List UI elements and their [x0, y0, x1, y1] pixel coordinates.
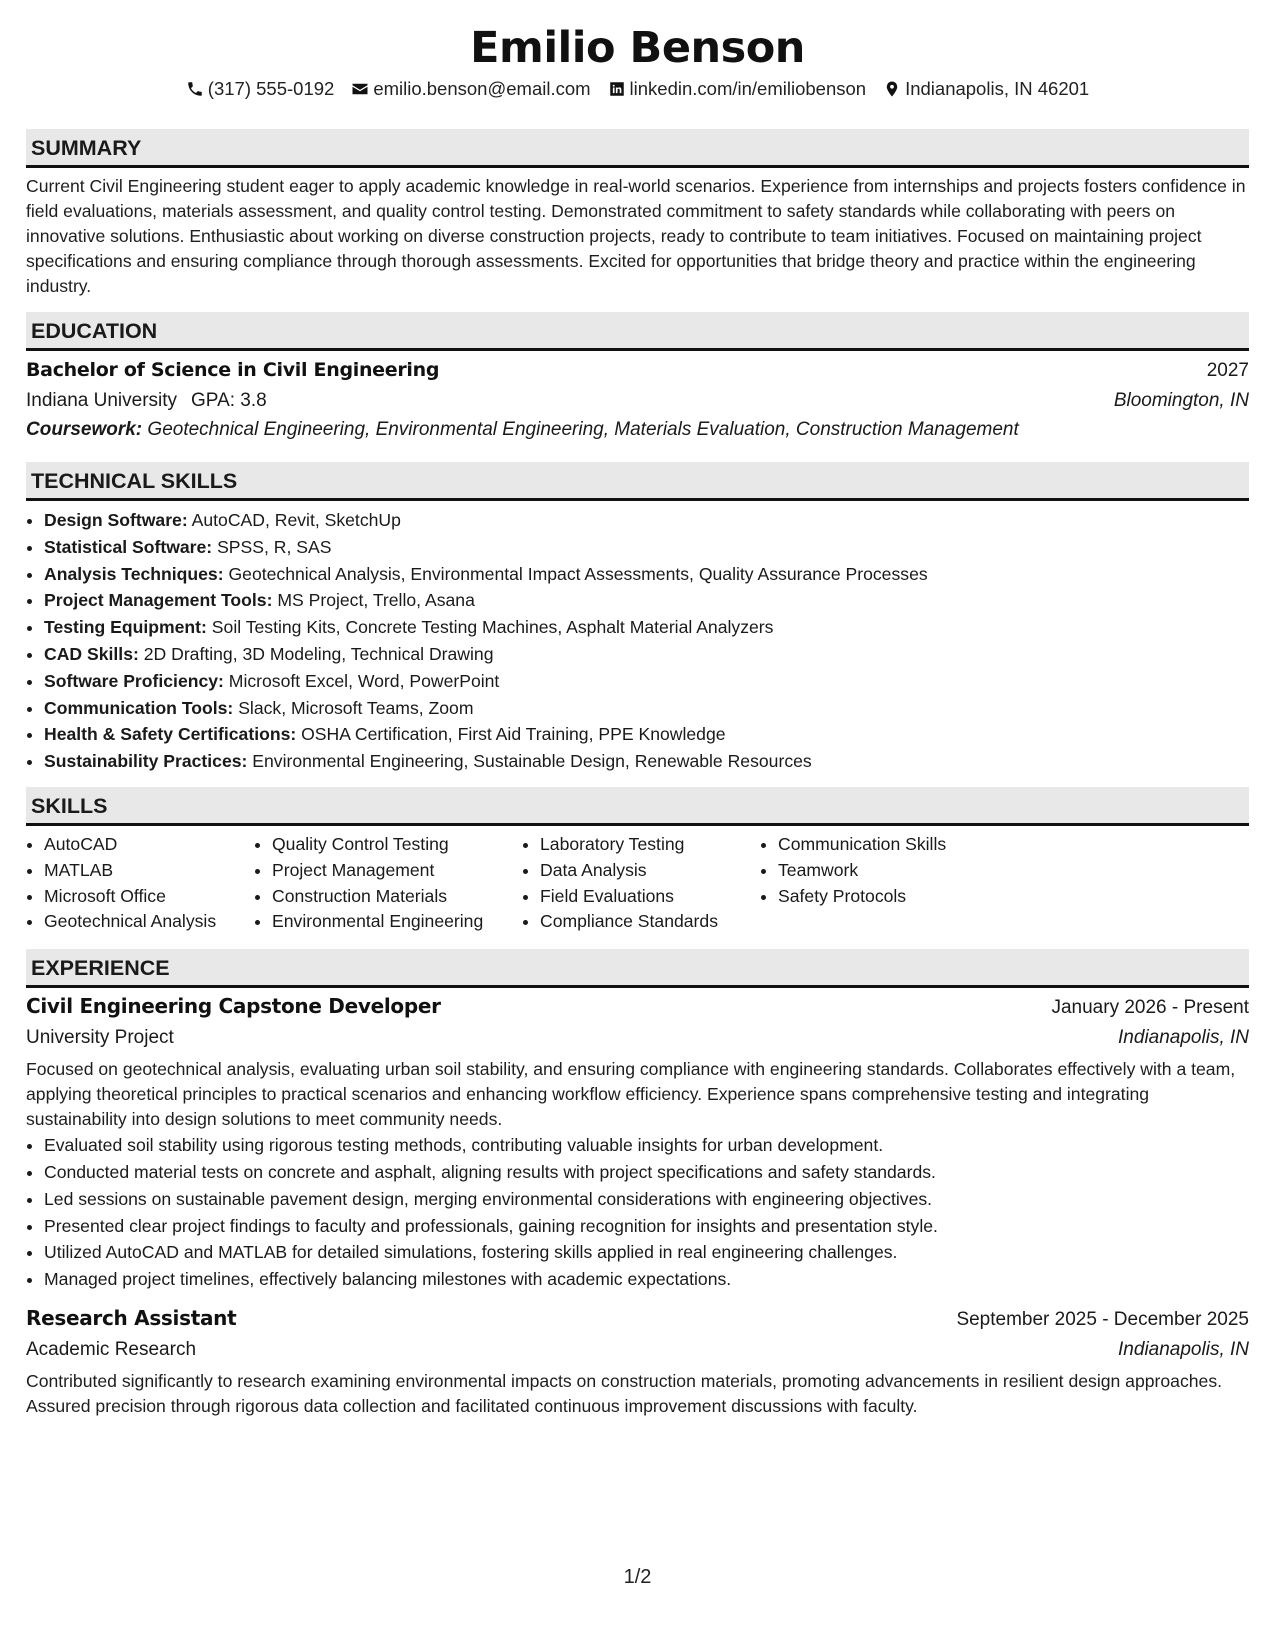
- envelope-icon: [351, 80, 369, 98]
- email-text: emilio.benson@email.com: [373, 78, 591, 99]
- job-location: Indianapolis, IN: [1118, 1338, 1249, 1360]
- list-item: • Microsoft Office: [44, 884, 254, 910]
- list-item: • MATLAB: [44, 858, 254, 884]
- list-item: • Quality Control Testing: [272, 832, 522, 858]
- education-heading: EDUCATION: [26, 312, 1249, 351]
- job-entry: [26, 1303, 1249, 1419]
- school-line: [26, 386, 267, 416]
- list-item: • Presented clear project findings to faculty and professionals, gaining recognition for insights and presentation style.: [44, 1213, 1249, 1240]
- contact-location: [883, 77, 1089, 101]
- phone-icon: [186, 80, 204, 98]
- coursework-list: Geotechnical Engineering, Environmental Engineering, Materials Evaluation, Construction Management: [147, 419, 1019, 440]
- job-org: University Project: [26, 1027, 174, 1049]
- list-item: • AutoCAD: [44, 832, 254, 858]
- skills-column-2: [254, 832, 522, 935]
- skills-heading: SKILLS: [26, 787, 1249, 826]
- list-item: • Utilized AutoCAD and MATLAB for detailed simulations, fostering skills applied in real engineering challenges.: [44, 1239, 1249, 1266]
- skills-column-1: [26, 832, 254, 935]
- list-item: • Construction Materials: [272, 884, 522, 910]
- linkedin-icon: [608, 80, 626, 98]
- job-org: Academic Research: [26, 1338, 197, 1360]
- list-item: • Field Evaluations: [540, 884, 760, 910]
- contact-phone[interactable]: [186, 77, 335, 101]
- summary-heading: SUMMARY: [26, 129, 1249, 168]
- coursework-label: Coursework:: [26, 419, 143, 440]
- list-item: • Health & Safety Certifications: OSHA Certification, First Aid Training, PPE Knowledge: [44, 721, 1249, 748]
- job-description: Focused on geotechnical analysis, evaluating urban soil stability, and ensuring compliance with engineering standards. Collaborates effectively with a team, applying theoretical principles to practical scenarios and enhancing workflow efficiency. Experience spans comprehensive testing and integrating sustainability into design solutions to meet community needs.: [26, 1059, 1236, 1130]
- job-description: Contributed significantly to research examining environmental impacts on construction materials, promoting advancements in resilient design approaches. Assured precision through rigorous data collection and facilitated continuous improvement discussions with faculty.: [26, 1370, 1223, 1416]
- education-entry: [26, 355, 1249, 444]
- experience-heading: EXPERIENCE: [26, 949, 1249, 988]
- contact-linkedin[interactable]: [608, 77, 867, 101]
- contact-bar: [26, 77, 1249, 101]
- summary-text: Current Civil Engineering student eager to apply academic knowledge in real-world scenarios. Experience from internships and projects fosters confidence in field evaluations, materials assessment, and quality control testing. Demonstrated commitment to safety standards while collaborating with peers on innovative solutions. Enthusiastic about working on diverse construction projects, ready to contribute to team initiatives. Focused on maintaining project specifications and ensuring compliance through thorough assessments. Excited for opportunities that bridge theory and practice within the engineering industry.: [26, 176, 1246, 296]
- list-item: • Managed project timelines, effectively balancing milestones with academic expectations.: [44, 1266, 1249, 1293]
- technical-skills-list: [26, 507, 1249, 775]
- map-pin-icon: [883, 80, 901, 98]
- job-bullets: [26, 1132, 1249, 1293]
- job-location: Indianapolis, IN: [1118, 1027, 1249, 1049]
- job-dates: January 2026 - Present: [1051, 997, 1249, 1019]
- list-item: • Project Management Tools: MS Project, Trello, Asana: [44, 587, 1249, 614]
- graduation-year: 2027: [1206, 360, 1249, 381]
- phone-text: (317) 555-0192: [207, 78, 335, 99]
- list-item: • Geotechnical Analysis: [44, 909, 254, 935]
- school-name: Indiana University: [26, 390, 178, 411]
- skills-column-3: [522, 832, 760, 935]
- list-item: • Data Analysis: [540, 858, 760, 884]
- list-item: • Communication Skills: [778, 832, 1008, 858]
- list-item: • Analysis Techniques: Geotechnical Analysis, Environmental Impact Assessments, Quality Assurance Processes: [44, 561, 1249, 588]
- list-item: • Statistical Software: SPSS, R, SAS: [44, 534, 1249, 561]
- job-entry: [26, 991, 1249, 1293]
- list-item: • Sustainability Practices: Environmental Engineering, Sustainable Design, Renewable Resources: [44, 748, 1249, 775]
- linkedin-text: linkedin.com/in/emiliobenson: [629, 78, 867, 99]
- list-item: • Safety Protocols: [778, 884, 1008, 910]
- gpa: GPA: 3.8: [191, 390, 267, 411]
- skills-grid: [26, 832, 1249, 935]
- list-item: • Laboratory Testing: [540, 832, 760, 858]
- list-item: • Project Management: [272, 858, 522, 884]
- coursework: [26, 416, 1249, 444]
- list-item: • Compliance Standards: [540, 909, 760, 935]
- list-item: • Evaluated soil stability using rigorous testing methods, contributing valuable insights for urban development.: [44, 1132, 1249, 1159]
- list-item: • Environmental Engineering: [272, 909, 522, 935]
- list-item: • Communication Tools: Slack, Microsoft Teams, Zoom: [44, 695, 1249, 722]
- list-item: • Conducted material tests on concrete and asphalt, aligning results with project specifications and safety standards.: [44, 1159, 1249, 1186]
- job-title: Research Assistant: [26, 1305, 237, 1330]
- list-item: • CAD Skills: 2D Drafting, 3D Modeling, Technical Drawing: [44, 641, 1249, 668]
- list-item: • Testing Equipment: Soil Testing Kits, Concrete Testing Machines, Asphalt Material Analyzers: [44, 614, 1249, 641]
- technical-skills-heading: TECHNICAL SKILLS: [26, 462, 1249, 501]
- school-location: Bloomington, IN: [1113, 390, 1249, 411]
- location-text: Indianapolis, IN 46201: [905, 78, 1090, 99]
- candidate-name: Emilio Benson: [470, 23, 805, 73]
- list-item: • Software Proficiency: Microsoft Excel, Word, PowerPoint: [44, 668, 1249, 695]
- contact-email[interactable]: [351, 77, 590, 101]
- list-item: • Led sessions on sustainable pavement design, merging environmental considerations with engineering objectives.: [44, 1186, 1249, 1213]
- page-number: 1/2: [623, 1566, 652, 1588]
- degree: Bachelor of Science in Civil Engineering: [26, 359, 440, 381]
- list-item: • Teamwork: [778, 858, 1008, 884]
- skills-column-4: [760, 832, 1008, 935]
- list-item: • Design Software: AutoCAD, Revit, SketchUp: [44, 507, 1249, 534]
- job-dates: September 2025 - December 2025: [956, 1308, 1249, 1330]
- job-title: Civil Engineering Capstone Developer: [26, 994, 441, 1019]
